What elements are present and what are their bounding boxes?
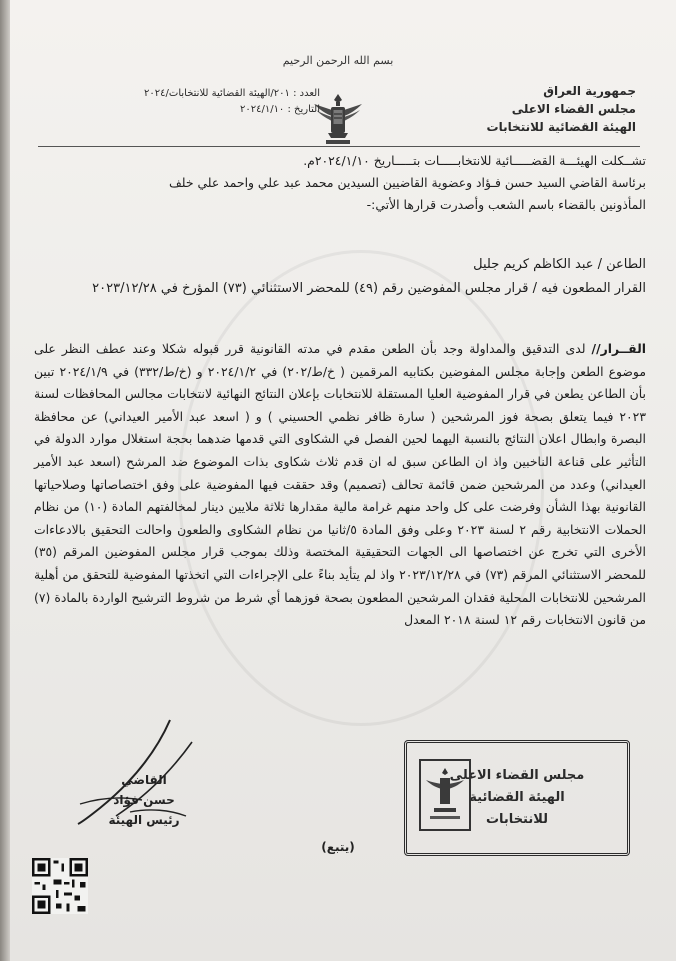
continues-marker: (يتبع)	[321, 840, 355, 854]
commission-line: الهيئة القضائية للانتخابات	[486, 120, 636, 134]
appealed-decision-line: القرار المطعون فيه / قرار مجلس المفوضين رقم (٤٩) للمحضر الاستثنائي (٧٣) المؤرخ في ٢٠٢٣/١٢/٢٨	[92, 281, 646, 296]
panel-composition-line: برئاسة القاضي السيد حسن فـؤاد وعضوية القاضيين السيدين محمد عبد علي واحمد علي خلف	[168, 174, 646, 190]
reference-block	[60, 86, 320, 118]
signature-block	[84, 770, 204, 830]
basmala: بسم الله الرحمن الرحيم	[282, 54, 394, 67]
signatory-name: حسن فؤاد	[113, 793, 175, 807]
qr-code-icon	[32, 858, 88, 914]
authorization-line: المأذونين بالقضاء باسم الشعب وأصدرت قرارها الأتي:-	[366, 196, 646, 212]
decision-text: لدى التدقيق والمداولة وجد بأن الطعن مقدم في مدته القانونية قرر قبوله شكلا وعند عطف النظر على موضوع الطعن وإجابة مجلس المفوضين بكتابيه المرقمين ( خ/ط/٢٠٢) في ٢٠٢٤/١/٢ و (خ/ط/٣٣٢) في ٢٠٢٤/١/٩ تبين بأن الطاعن يطعن في قرار المفوضية العليا المستقلة للانتخابات بإعلان النتائج النهائية لانتخابات مجالس المحافظات لسنة ٢٠٢٣ فيما يتعلق بصحة فوز المرشحين ( سارة ظافر نظمي الحسيني ) و ( اسعد عبد الأمير العيداني) عن محافظة البصرة وابطال اعلان النتائج بالنسبة اليهما لحين الفصل في الشكاوى التي قدمها ضدهما بحجة استغلال موارد الدولة في التأثير على قناعة الناخبين واذ ان الطاعن سبق له ان قدم ثلاث شكاوى بذات الموضوع ضد المرشح (اسعد عبد الأمير العيداني) وعدد من المرشحين ضمن قائمة تحالف (تصميم) وقد حققت فيها المفوضية على وفق اختصاصاتها وصلاحياتها القانونية بهذا الشأن وفرضت على كل واحد منهم غرامة مالية مقدارها ثلاثة ملايين دينار لمخالفتهم المادة (١٠) من نظام الحملات الانتخابية رقم ٢ لسنة ٢٠٢٣ وعلى وفق المادة ٥/ثانيا من نظام الشكاوى والطعون واحالت التحقيق بالادعاءات الأخرى التي تخرج عن اختصاصها الى الجهات التحقيقية المختصة وذلك بموجب قرار مجلس المفوضين المرقم (٣٥) للمحضر الاستثنائي المرقم (٧٣) في ٢٠٢٣/١٢/٢٨ واذ لم يتأيد بناءً على الإجراءات التي اتخذتها المفوضية للتحقق من أهلية المرشحين للانتخابات المحلية فقدان المرشحين المطعون بصحة فوزهما أي شرط من شروط الترشيح الواردة بالمادة (٧) من قانون الانتخابات رقم ١٢ لسنة ٢٠١٨ المعدل	[34, 341, 647, 628]
session-date-line: تشــكلت الهيئـــة القضـــــائية للانتخابـــــات بتـــــاريخ ٢٠٢٤/١/١٠م.	[303, 153, 646, 168]
appellant-line: الطاعن / عبد الكاظم كريم جليل	[473, 257, 646, 272]
reference-date: التاريخ : ٢٠٢٤/١/١٠	[239, 104, 320, 115]
country-line: جمهورية العراق	[543, 84, 636, 98]
reference-number: العدد : ٢٠١/الهيئة القضائية للانتخابات/٢٠٢٤	[144, 88, 320, 99]
stamp-line-council: مجلس القضاء الاعلى	[449, 768, 585, 783]
stamp-emblem-icon	[418, 758, 472, 832]
council-line: مجلس القضاء الاعلى	[511, 102, 636, 116]
decision-paragraph	[34, 338, 646, 632]
decision-label: القــرار//	[591, 341, 646, 356]
issuing-authority	[436, 82, 636, 136]
stamp-line-elections: للانتخابات	[485, 812, 549, 827]
signatory-role: رئيس الهيئة	[108, 813, 180, 827]
header-divider	[38, 146, 640, 147]
case-details	[34, 253, 646, 301]
stamp-line-commission: الهيئة القضائية	[469, 790, 565, 805]
signatory-title: القاضي	[121, 773, 167, 787]
session-intro	[34, 150, 646, 215]
